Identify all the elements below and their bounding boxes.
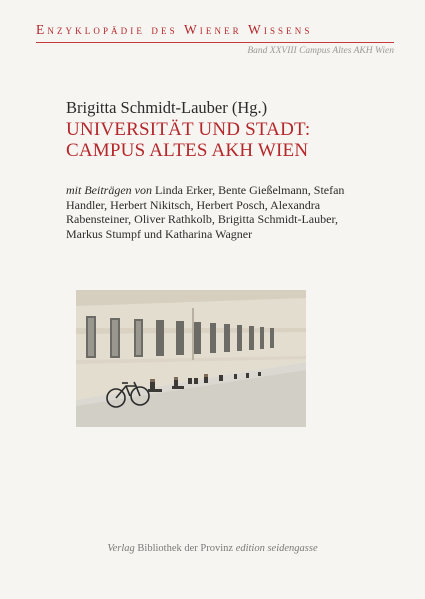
publisher-edition: edition seidengasse bbox=[235, 543, 318, 554]
book-title-line-2: CAMPUS ALTES AKH WIEN bbox=[66, 140, 309, 161]
series-title: Enzyklopädie des Wiener Wissens bbox=[36, 22, 313, 37]
publisher-name: Bibliothek der Provinz bbox=[137, 543, 234, 554]
volume-label: Band XXVIII Campus Altes AKH Wien bbox=[247, 46, 394, 56]
book-title bbox=[66, 119, 310, 161]
contributors-names: Linda Erker, Bente Gießelmann, Stefan Handler, Herbert Nikitsch, Herbert Posch, Alexandra Rabensteiner, Oliver Rathkolb, Brigitta Schmidt-Lauber, Markus Stumpf und Katharina Wagner bbox=[66, 183, 345, 241]
publisher-verlag-label: Verlag bbox=[107, 543, 135, 554]
contributors-block bbox=[66, 183, 366, 241]
editor-name: Brigitta Schmidt-Lauber (Hg.) bbox=[66, 98, 268, 117]
book-title-line-1: UNIVERSITÄT UND STADT: bbox=[66, 119, 311, 140]
contributors-lead: mit Beiträgen von bbox=[66, 183, 152, 197]
series-rule bbox=[36, 42, 394, 43]
publisher-line bbox=[0, 543, 425, 554]
cover-photo bbox=[76, 290, 306, 427]
